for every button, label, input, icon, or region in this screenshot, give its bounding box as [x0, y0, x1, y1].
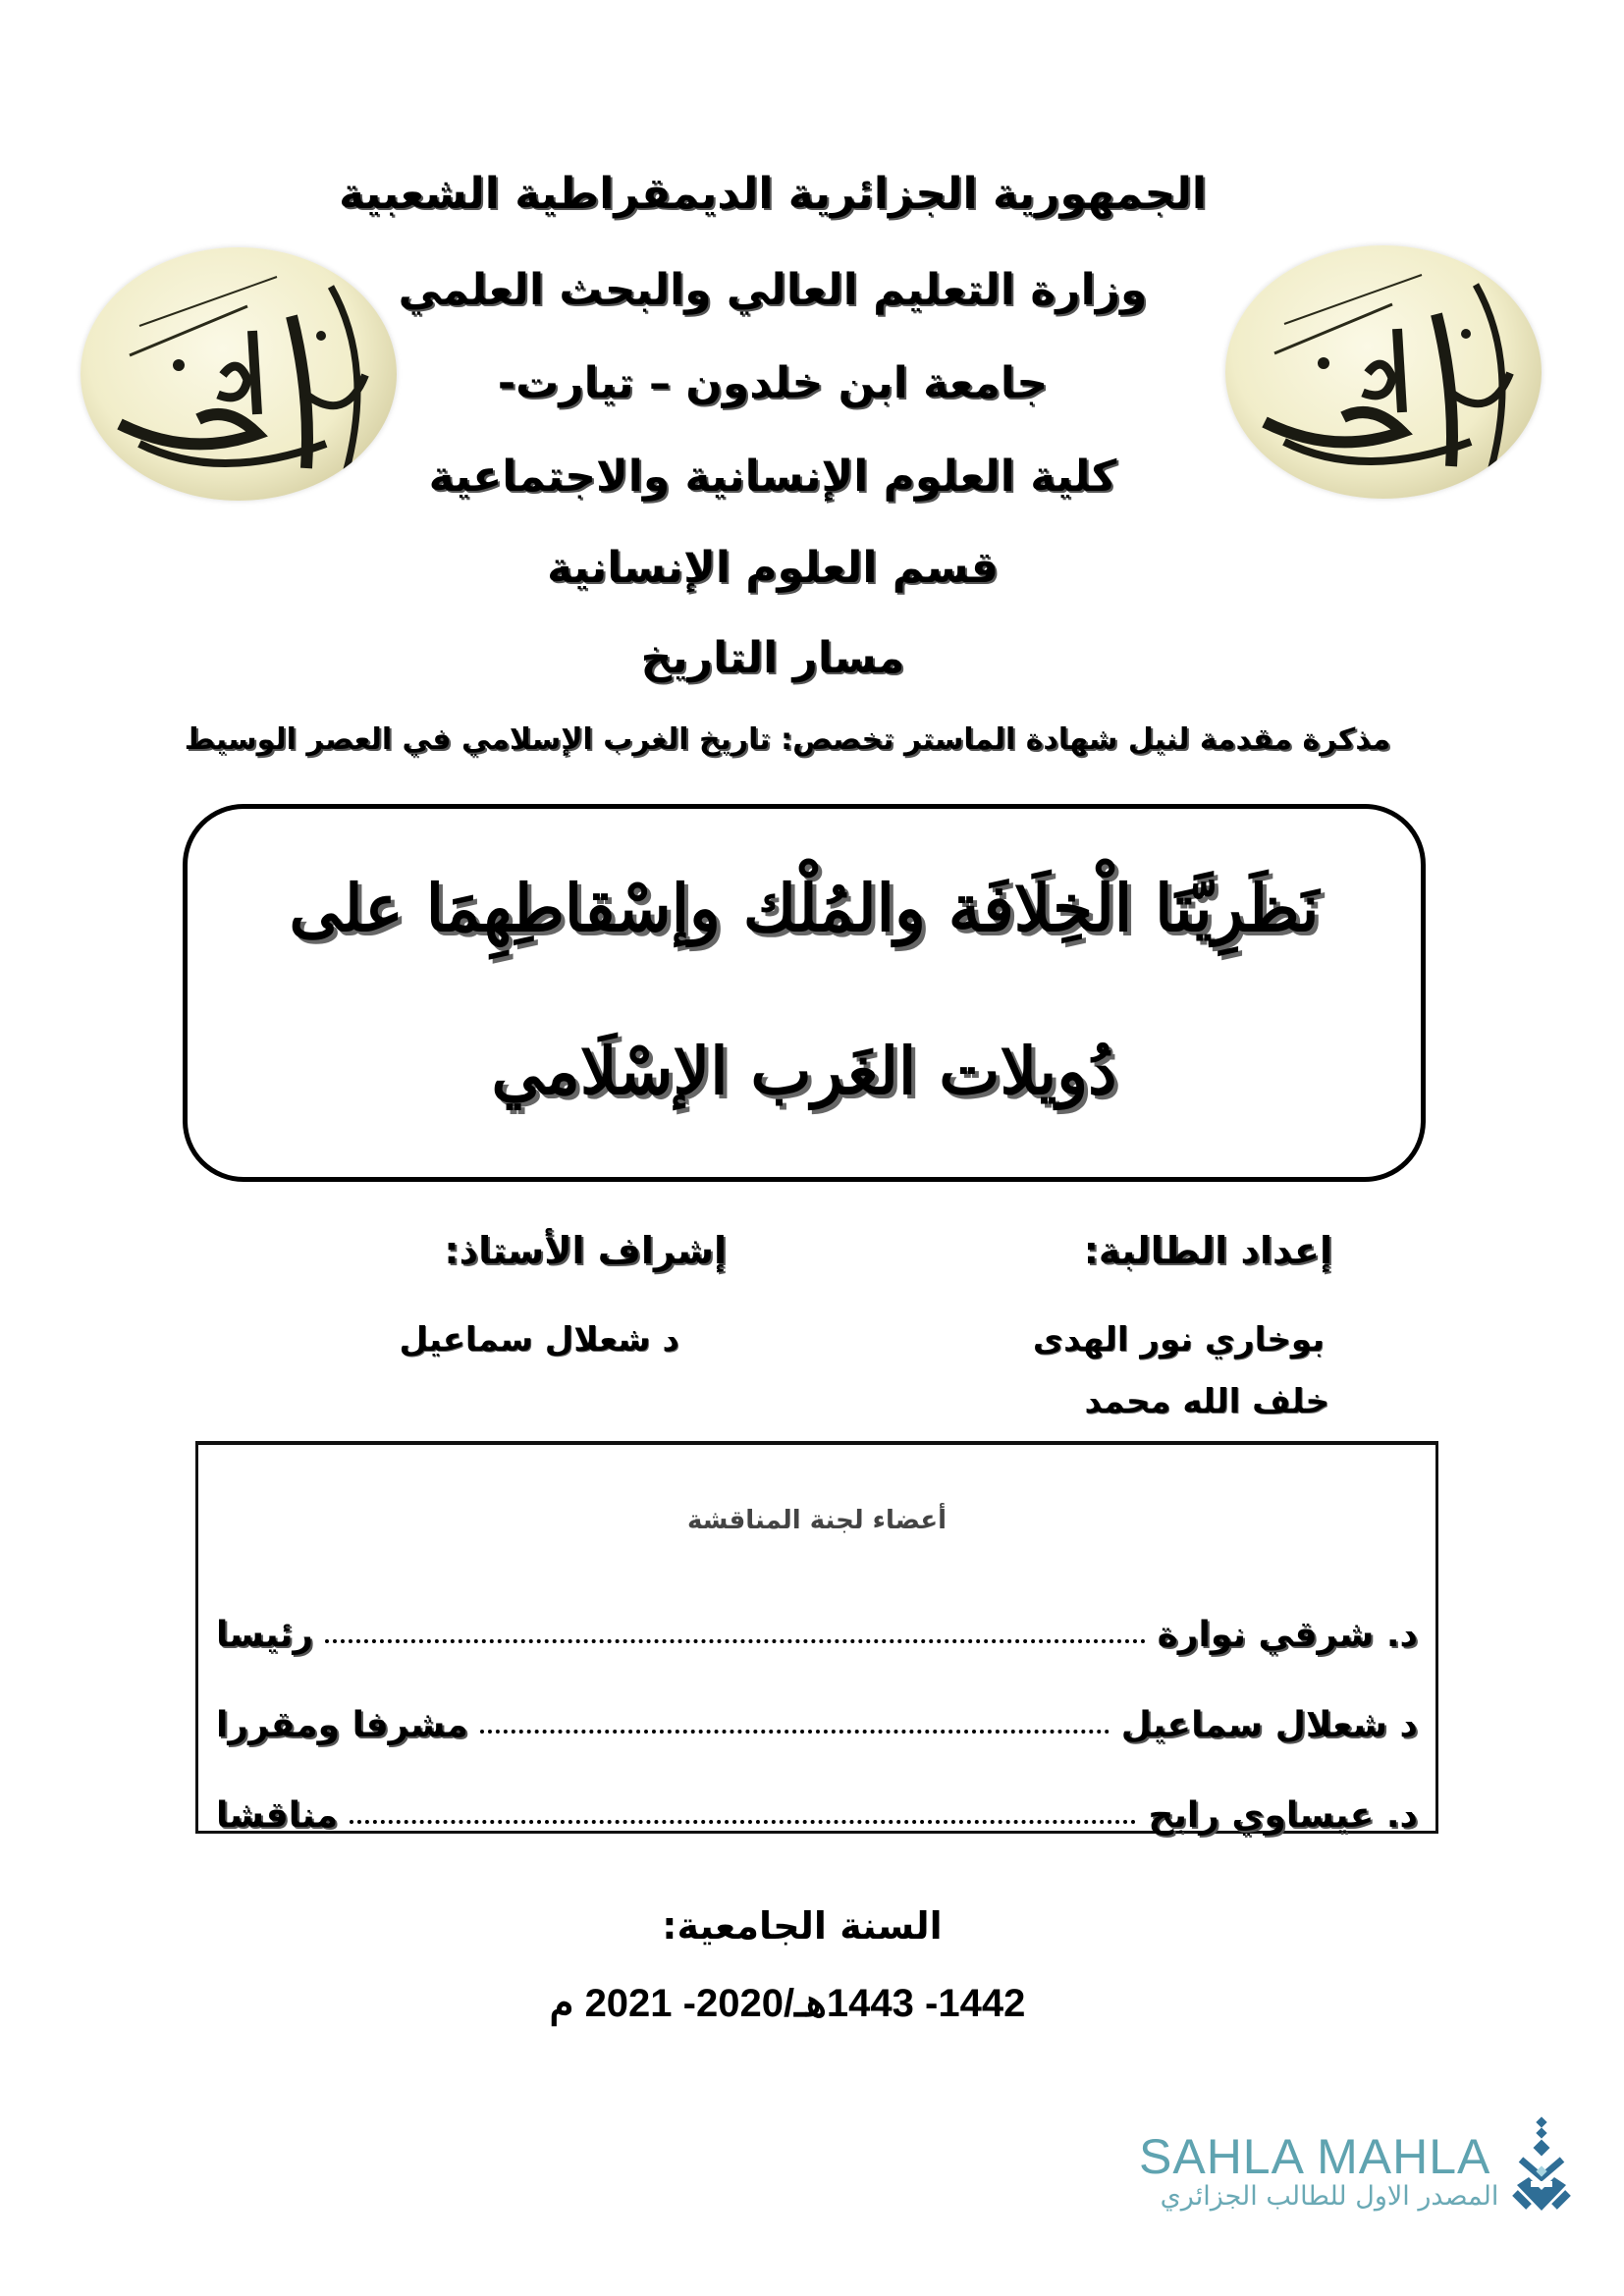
- supervisor-name: د شعلال سماعيل: [399, 1320, 679, 1360]
- header-subtitle: مذكرة مقدمة لنيل شهادة الماستر تخصص: تاريخ الغرب الإسلامي في العصر الوسيط: [184, 722, 1391, 757]
- academic-year-value: 1442- 1443هـ/2020- 2021 م: [549, 1982, 1026, 2025]
- thesis-title-box: [183, 804, 1426, 1182]
- committee-member-role: رئيسا: [216, 1615, 314, 1655]
- header-faculty: كلية العلوم الإنسانية والاجتماعية: [428, 452, 1117, 502]
- thesis-title-line-2: دُويلات الغَرب الإسْلَامي: [491, 1033, 1117, 1109]
- header-department: قسم العلوم الإنسانية: [547, 543, 999, 593]
- watermark-tagline: المصدر الاول للطالب الجزائري: [1160, 2181, 1499, 2212]
- sahla-mahla-watermark: [1139, 2128, 1591, 2221]
- committee-member-name: د شعلال سماعيل: [1120, 1705, 1418, 1745]
- dotted-leader: [325, 1639, 1145, 1643]
- committee-member-role: مناقشا: [216, 1795, 339, 1836]
- committee-title: أعضاء لجنة المناقشة: [686, 1506, 947, 1535]
- header-track: مسار التاريخ: [640, 633, 905, 683]
- committee-member-role: مشرفا ومقررا: [216, 1705, 468, 1745]
- committee-member-row: [216, 1781, 1418, 1836]
- committee-member-name: د. عيساوي رابح: [1148, 1795, 1418, 1836]
- prepared-by-label: إعداد الطالبة:: [1083, 1229, 1332, 1272]
- header-country: الجمهورية الجزائرية الديمقراطية الشعبية: [339, 169, 1207, 219]
- sahla-mahla-emblem-icon: [1507, 2116, 1576, 2215]
- committee-box: [195, 1441, 1438, 1834]
- header-university: جامعة ابن خلدون – تيارت-: [497, 358, 1049, 408]
- dotted-leader: [480, 1730, 1110, 1734]
- academic-year-label: السنة الجامعية:: [662, 1904, 943, 1948]
- committee-member-row: [216, 1690, 1418, 1745]
- student-name-2: خلف الله محمد: [1084, 1382, 1329, 1421]
- student-name-1: بوخاري نور الهدى: [1032, 1320, 1325, 1360]
- committee-member-name: د. شرقي نوارة: [1157, 1615, 1418, 1655]
- watermark-brand: SAHLA MAHLA: [1139, 2129, 1491, 2184]
- dotted-leader: [350, 1820, 1136, 1824]
- thesis-title-line-1: نَظَرِيَّتَا الْخِلَافَة والمُلْك وإسْقاطِهِمَا على: [289, 870, 1320, 946]
- committee-member-row: [216, 1600, 1418, 1655]
- supervision-label: إشراف الأستاذ:: [444, 1229, 727, 1272]
- header-ministry: وزارة التعليم العالي والبحث العلمي: [398, 265, 1148, 315]
